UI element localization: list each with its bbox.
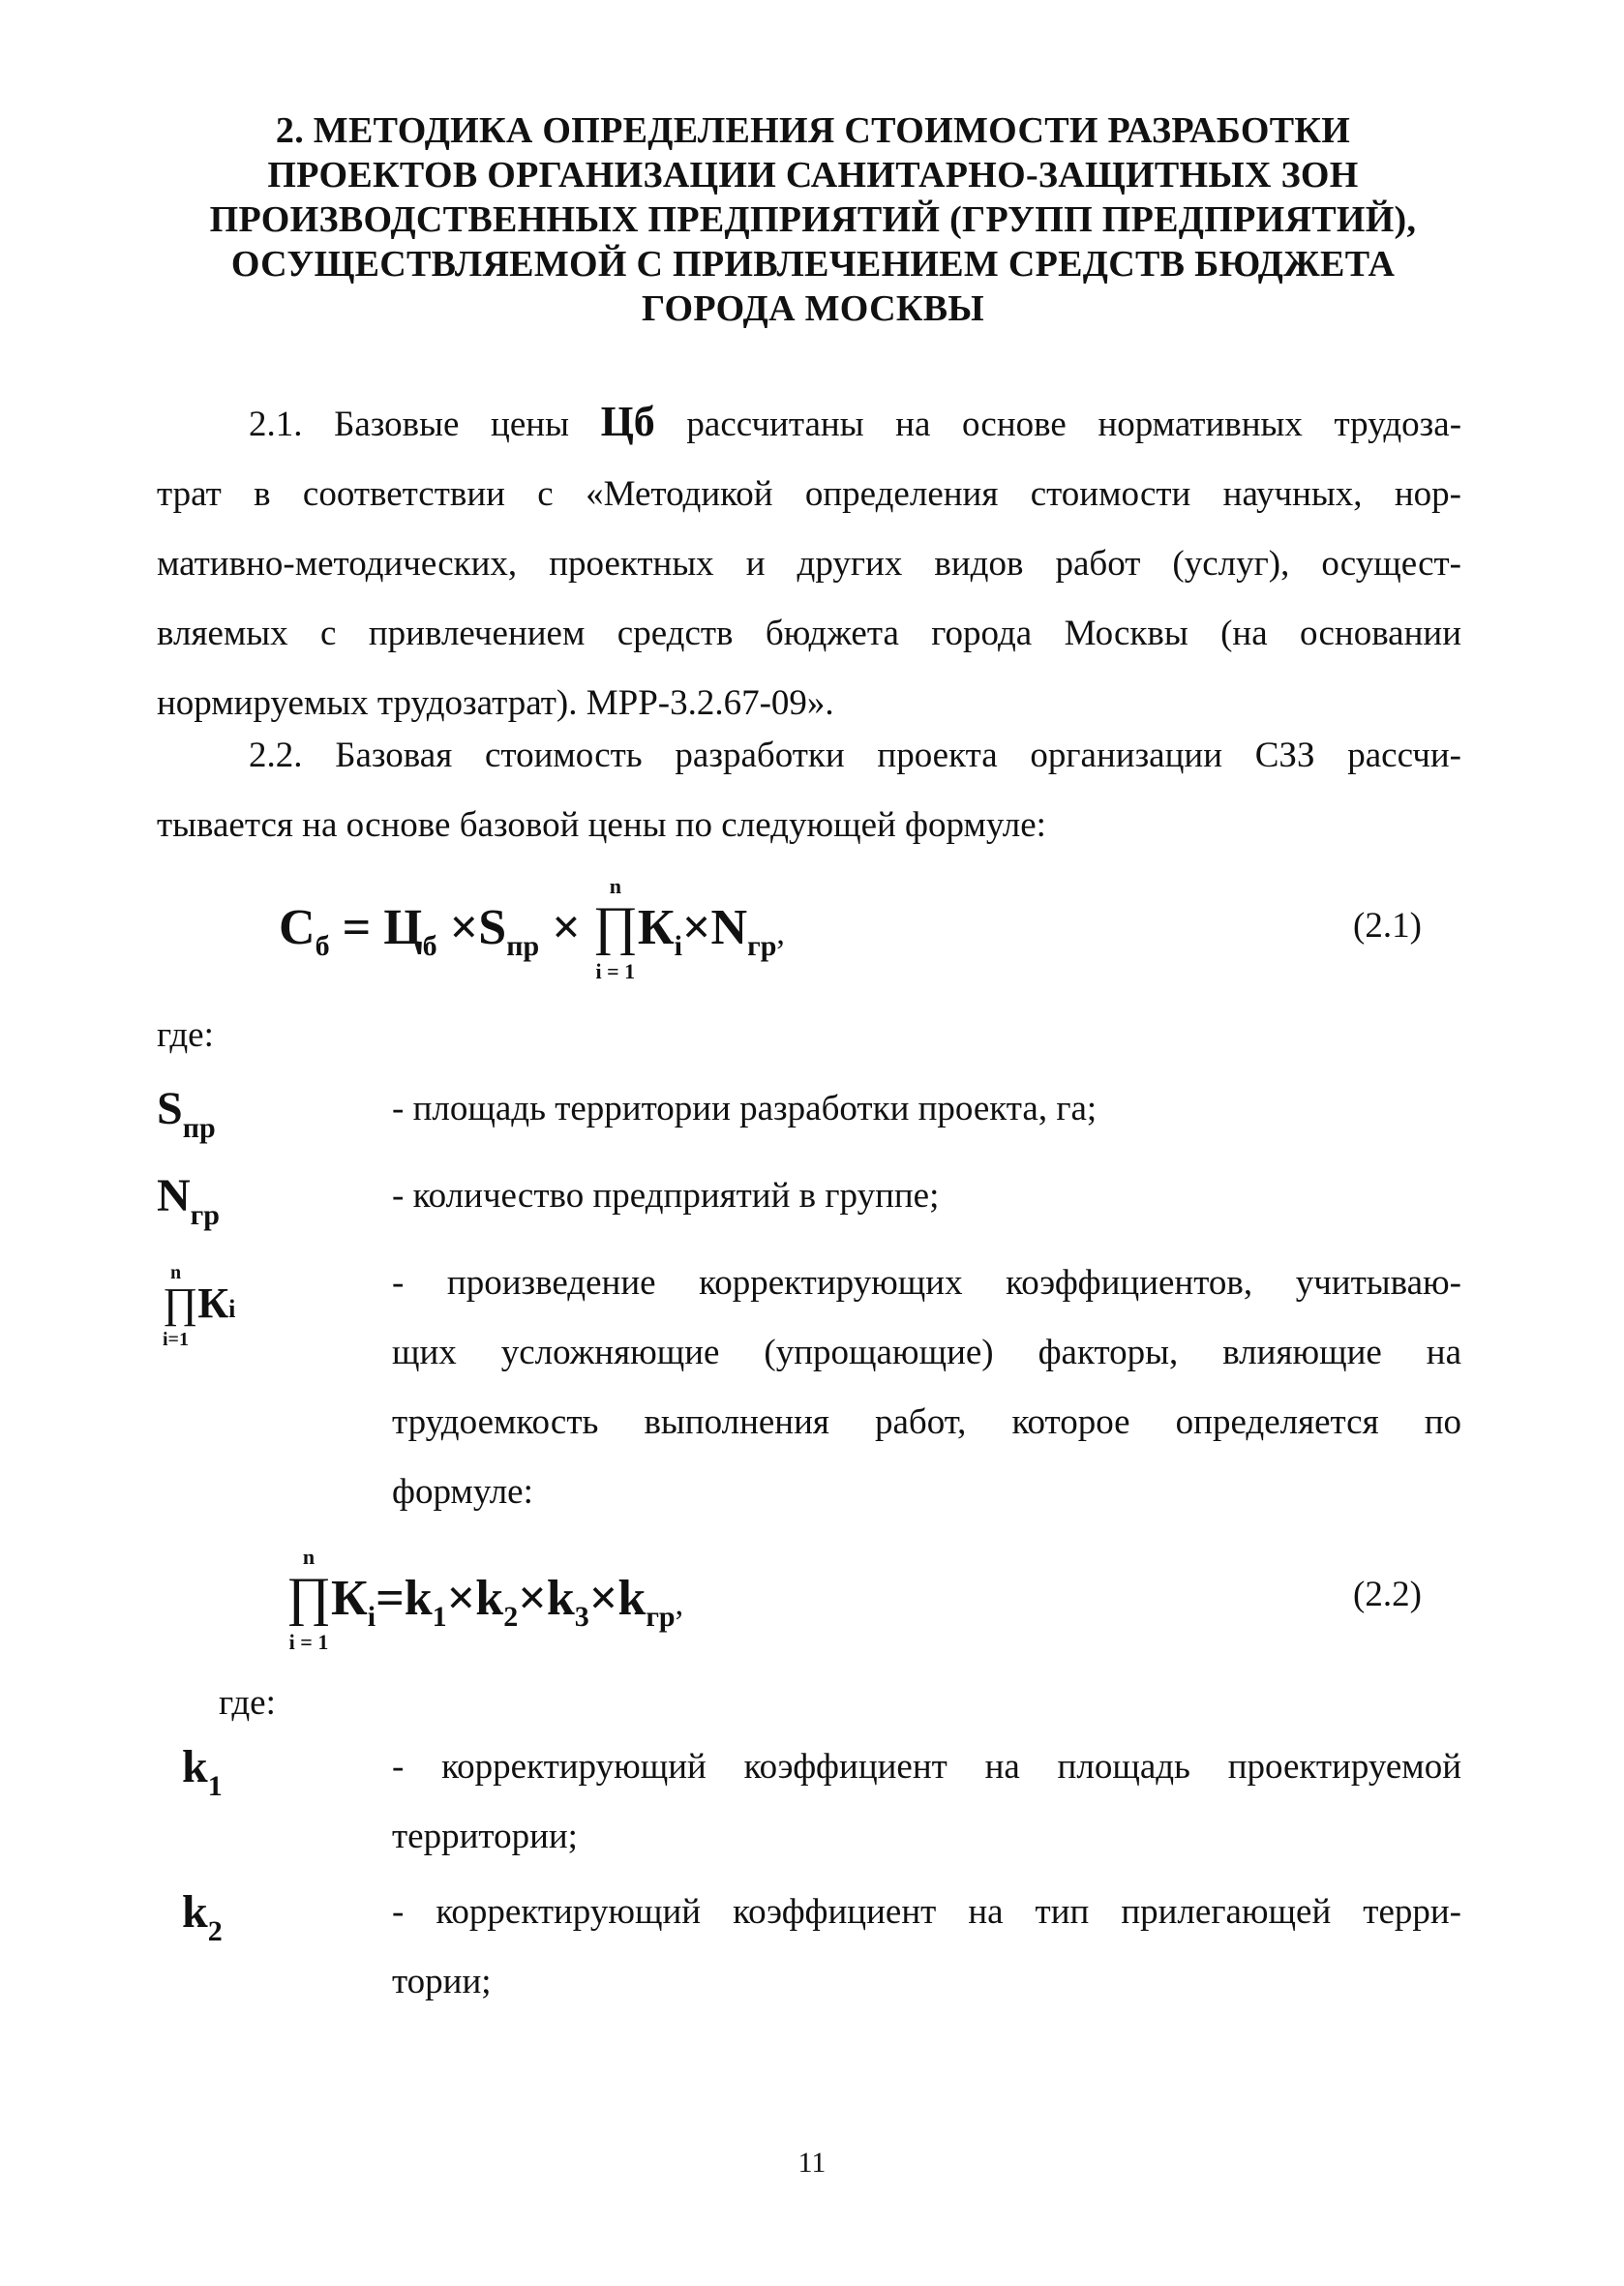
paragraph-line: 2.2. Базовая стоимость разработки проекта организации СЗЗ рассчи- <box>249 736 1461 775</box>
formula-subscript: гр <box>646 1601 676 1633</box>
section-title <box>145 108 1481 331</box>
formula-term: k <box>546 1571 575 1626</box>
definition-line: - площадь территории разработки проекта, га; <box>392 1089 1098 1128</box>
definition-s-pr <box>392 1074 1461 1144</box>
product-lower-limit: i=1 <box>163 1329 189 1350</box>
definition-line: трудоемкость выполнения работ, которое определяется по <box>392 1402 1461 1442</box>
paragraph-line: тывается на основе базовой цены по следующей формуле: <box>157 805 1046 845</box>
definition-line: территории; <box>392 1817 578 1856</box>
definition-product-ki <box>392 1248 1461 1527</box>
equation-number: (2.2) <box>1353 1575 1422 1614</box>
definition-line: тории; <box>392 1962 492 2001</box>
product-operator <box>286 1545 332 1654</box>
symbol-subscript: пр <box>182 1112 216 1144</box>
formula-subscript: i <box>367 1601 376 1633</box>
formula-term: К <box>331 1571 368 1626</box>
title-line: 2. МЕТОДИКА ОПРЕДЕЛЕНИЯ СТОИМОСТИ РАЗРАБОТКИ <box>275 110 1351 151</box>
formula-2-2: n ∏ i = 1 $К_i=k_1\times k_2\times k_3\times k_{гр}$, <box>286 1566 683 1628</box>
paragraph-text: 2.1. Базовые цены <box>249 405 601 444</box>
symbol-letter: N <box>157 1170 191 1221</box>
symbol-letter: К <box>197 1279 229 1327</box>
symbol-subscript: 1 <box>207 1770 223 1802</box>
title-line: ОСУЩЕСТВЛЯЕМОЙ С ПРИВЛЕЧЕНИЕМ СРЕДСТВ БЮДЖЕТА <box>230 244 1396 285</box>
symbol-subscript: i <box>228 1295 236 1323</box>
definition-line: - произведение корректирующих коэффициентов, учитываю- <box>392 1263 1461 1303</box>
symbol-n-gr <box>157 1169 220 1231</box>
formula-term: k <box>617 1571 647 1626</box>
formula-subscript: гр <box>747 930 777 962</box>
symbol-product-ki <box>163 1262 235 1351</box>
formula-subscript: пр <box>506 930 540 962</box>
formula-term: S <box>478 900 507 955</box>
symbol-k2 <box>182 1885 223 1947</box>
definition-line: - корректирующий коэффициент на площадь проектируемой <box>392 1747 1461 1787</box>
symbol-subscript: 2 <box>207 1915 223 1947</box>
formula-subscript: 1 <box>432 1601 447 1633</box>
product-symbol: ∏ <box>286 1567 332 1627</box>
title-line: ПРОИЗВОДСТВЕННЫХ ПРЕДПРИЯТИЙ (ГРУПП ПРЕДПРИЯТИЙ), <box>209 199 1417 240</box>
product-lower-limit: i = 1 <box>288 1630 329 1654</box>
paragraph-line: мативно-методических, проектных и других видов работ (услуг), осущест- <box>157 544 1461 584</box>
symbol-s-pr <box>157 1082 216 1144</box>
paragraph-line <box>157 387 1461 460</box>
definition-line: - количество предприятий в группе; <box>392 1176 940 1216</box>
formula-term: k <box>404 1571 433 1626</box>
formula-subscript: 3 <box>574 1601 589 1633</box>
page-number: 11 <box>797 2147 827 2179</box>
definition-k2 <box>392 1878 1461 2017</box>
product-symbol: ∏ <box>592 896 638 956</box>
title-line: ГОРОДА МОСКВЫ <box>642 288 984 329</box>
product-operator <box>592 874 638 983</box>
formula-subscript: i <box>674 930 682 962</box>
paragraph-2-1 <box>157 387 1461 738</box>
formula-2-1: $С_б = Ц_б \times S_{пр}$ × n ∏ i = 1 $К_i\times N_{гр}$, <box>279 874 785 983</box>
equation-number: (2.1) <box>1353 906 1422 946</box>
symbol-k1 <box>182 1740 223 1802</box>
formula-term: С <box>279 900 316 955</box>
product-upper-limit: n <box>170 1262 182 1283</box>
base-price-symbol: Цб <box>600 398 655 445</box>
formula-term: k <box>475 1571 504 1626</box>
where-label: где: <box>157 1015 214 1055</box>
formula-term: N <box>710 900 748 955</box>
symbol-letter: k <box>182 1741 208 1792</box>
title-line: ПРОЕКТОВ ОРГАНИЗАЦИИ САНИТАРНО-ЗАЩИТНЫХ ЗОН <box>267 155 1359 196</box>
paragraph-line: трат в соответствии с «Методикой определения стоимости научных, нор- <box>157 474 1461 514</box>
formula-term: К <box>637 900 675 955</box>
definition-line: - корректирующий коэффициент на тип прилегающей терри- <box>392 1892 1461 1932</box>
formula-term: Ц <box>383 900 423 955</box>
definition-line: щих усложняющие (упрощающие) факторы, влияющие на <box>392 1333 1461 1372</box>
symbol-letter: k <box>182 1886 208 1938</box>
formula-subscript: 2 <box>503 1601 519 1633</box>
definition-line: формуле: <box>392 1472 533 1512</box>
symbol-subscript: гр <box>190 1199 220 1231</box>
product-lower-limit: i = 1 <box>595 959 636 983</box>
definition-n-gr <box>392 1161 1461 1231</box>
paragraph-line: вляемых с привлечением средств бюджета города Москвы (на основании <box>157 614 1461 653</box>
product-upper-limit: n <box>302 1545 316 1569</box>
product-symbol: ∏ <box>163 1279 198 1327</box>
where-label: где: <box>219 1683 276 1723</box>
formula-subscript: б <box>422 930 437 962</box>
symbol-letter: S <box>157 1083 183 1134</box>
formula-subscript: б <box>315 930 330 962</box>
product-upper-limit: n <box>609 874 621 898</box>
paragraph-line: нормируемых трудозатрат). МРР-3.2.67-09». <box>157 683 834 723</box>
definition-k1 <box>392 1732 1461 1872</box>
paragraph-2-2 <box>157 721 1461 860</box>
paragraph-text: рассчитаны на основе нормативных трудоза- <box>654 405 1462 444</box>
